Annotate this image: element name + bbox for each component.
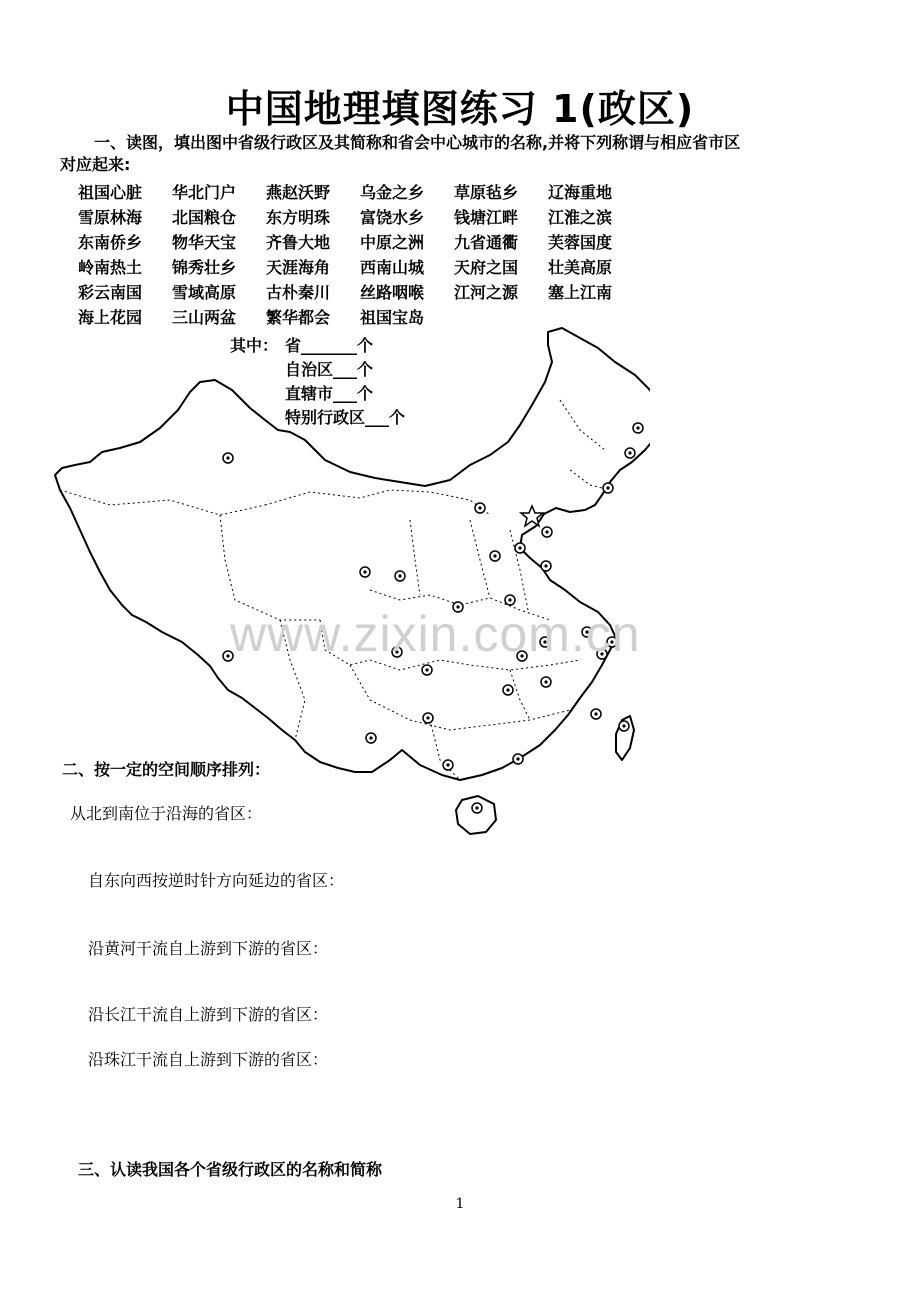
nickname: 塞上江南 xyxy=(548,283,613,302)
nickname: 草原毡乡 xyxy=(454,183,519,202)
nickname: 繁华都会 xyxy=(266,308,331,327)
nickname: 芙蓉国度 xyxy=(548,233,613,252)
nickname: 华北门户 xyxy=(172,183,237,202)
nickname: 雪域高原 xyxy=(172,283,237,302)
nickname: 丝路咽喉 xyxy=(360,283,425,302)
nickname: 江河之源 xyxy=(454,283,519,302)
intro-line-1: 一、读图，填出图中省级行政区及其简称和省会中心城市的名称,并将下列称谓与相应省市区 xyxy=(94,133,741,152)
nickname: 钱塘江畔 xyxy=(454,208,519,227)
nickname: 壮美高原 xyxy=(548,258,613,277)
page-title: 中国地理填图练习 1(政区) xyxy=(225,87,695,131)
nickname-row xyxy=(78,280,642,305)
section2-heading: 二、按一定的空间顺序排列： xyxy=(62,760,271,779)
nickname: 中原之洲 xyxy=(360,233,425,252)
hainan-island xyxy=(456,796,496,834)
nickname: 燕赵沃野 xyxy=(266,183,331,202)
section2-item: 自东向西按逆时针方向延边的省区： xyxy=(88,871,345,890)
nickname: 祖国心脏 xyxy=(78,183,143,202)
section3-heading: 三、认读我国各个省级行政区的名称和简称 xyxy=(78,1160,383,1179)
nickname: 辽海重地 xyxy=(548,183,613,202)
watermark: www.zixin.com.cn xyxy=(230,606,641,662)
nickname-row xyxy=(78,180,642,205)
nickname-grid xyxy=(78,180,642,330)
intro-line-2: 对应起来: xyxy=(60,155,131,174)
nickname: 西南山城 xyxy=(360,258,425,277)
nickname-row xyxy=(78,230,642,255)
section2-item: 从北到南位于沿海的省区： xyxy=(70,804,263,823)
nickname: 天涯海角 xyxy=(266,258,331,277)
count-sar: 特别行政区___个 xyxy=(285,408,406,427)
section2-item: 沿黄河干流自上游到下游的省区： xyxy=(88,939,329,958)
nickname: 齐鲁大地 xyxy=(266,233,331,252)
count-autonomous: 自治区___个 xyxy=(285,360,374,379)
section2-item: 沿长江干流自上游到下游的省区： xyxy=(88,1005,329,1024)
nickname: 古朴秦川 xyxy=(266,283,331,302)
nickname: 祖国宝岛 xyxy=(360,308,425,327)
nickname: 三山两盆 xyxy=(172,308,237,327)
page-number: 1 xyxy=(455,1196,465,1212)
nickname: 天府之国 xyxy=(454,258,519,277)
nickname: 雪原林海 xyxy=(78,208,143,227)
nickname: 彩云南国 xyxy=(78,283,143,302)
nickname: 岭南热土 xyxy=(78,258,143,277)
nickname: 东方明珠 xyxy=(266,208,331,227)
nickname: 锦秀壮乡 xyxy=(172,258,237,277)
nickname: 东南侨乡 xyxy=(78,233,143,252)
provincial-borders xyxy=(60,400,610,780)
nickname-row xyxy=(78,255,642,280)
nickname: 北国粮仓 xyxy=(172,208,237,227)
count-province: 省_______个 xyxy=(285,336,374,355)
nickname: 富饶水乡 xyxy=(360,208,425,227)
section1-intro xyxy=(60,132,860,176)
capital-star-icon xyxy=(521,506,543,526)
nickname: 物华天宝 xyxy=(172,233,237,252)
nickname: 九省通衢 xyxy=(454,233,519,252)
nickname: 乌金之乡 xyxy=(360,183,425,202)
nickname-row xyxy=(78,205,642,230)
count-label: 其中： xyxy=(230,336,279,355)
nickname: 江淮之滨 xyxy=(548,208,613,227)
section2-item: 沿珠江干流自上游到下游的省区： xyxy=(88,1050,329,1069)
count-municipality: 直辖市___个 xyxy=(285,384,374,403)
nickname: 海上花园 xyxy=(78,308,143,327)
